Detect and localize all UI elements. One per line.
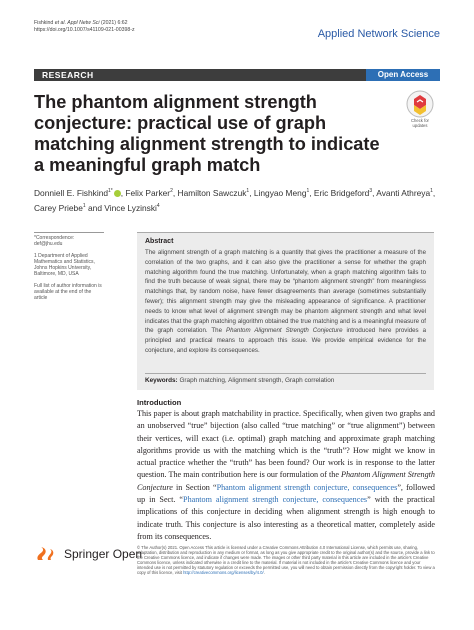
section-label: RESEARCH <box>42 70 94 80</box>
citation-line <box>34 20 135 34</box>
author-name[interactable]: , Lingyao Meng <box>249 187 307 198</box>
author-name[interactable]: , Eric Bridgeford <box>309 187 370 198</box>
keywords-divider <box>145 373 426 374</box>
author-name[interactable]: , Avanti Athreya <box>372 187 431 198</box>
orcid-icon[interactable] <box>114 190 121 197</box>
section-heading-introduction: Introduction <box>137 398 182 407</box>
citation-authors: Fishkind <box>34 20 55 26</box>
article-title: The phantom alignment strength conjecture: practical use of graph matching alignment strength to indicate a meaningful graph match <box>34 92 380 175</box>
author-list: Donniell E. Fishkind$^{1*}$ , Felix Parker$^2$, Hamilton Sawczuk$^1$, Lingyao Meng$^1$, Eric Bridgeford$^3$, Avanti Athreya$^1$, Carey Priebe$^1$ and Vince Lyzinski$^4$ <box>34 187 436 213</box>
springer-logo-icon <box>34 546 62 562</box>
license-footer: © The Author(s) 2021. Open Access This article is licensed under a Creative Commons Attribution 4.0 International License, which permits use, sharing, adaptation, distribution and reproduction in any medium or format, as long as you give appropriate credit to the original author(s) and the source, provide a link to the Creative Commons licence, and indicate if changes were made. The images or other third party material in this article are included in the article’s Creative Commons licence, unless indicated otherwise in a credit line to the material. If material is not included in the article’s Creative Commons licence and your intended use is not permitted by statutory regulation or exceeds the permitted use, you will need to obtain permission directly from the copyright holder. To view a copy of this licence, visit http://creativecommons.org/licenses/by/4.0/. <box>137 545 435 576</box>
abstract-heading: Abstract <box>145 238 174 245</box>
open-access-badge: Open Access <box>366 69 440 81</box>
license-link[interactable]: http://creativecommons.org/licenses/by/4.0/ <box>183 570 264 576</box>
section-link[interactable]: Phantom alignment strength conjecture, consequences <box>183 495 368 505</box>
crossmark-icon[interactable] <box>405 89 435 119</box>
correspondence-note: *Correspondence: def@jhu.edu <box>34 235 75 248</box>
author-name[interactable]: Carey Priebe <box>34 202 83 213</box>
author-name[interactable]: Donniell E. Fishkind <box>34 187 109 198</box>
section-band <box>34 69 440 81</box>
author-name[interactable]: , Felix Parker <box>120 187 171 198</box>
citation-journal: et al. Appl Netw Sci <box>54 20 100 26</box>
author-info-note: Full list of author information is available at the end of the article <box>34 282 102 302</box>
introduction-text: This paper is about graph matchability in practice. Specifically, when given two graphs and an unobserved “true” bijection (also called “true matching” or “true alignment”) between their vertices, will exact (i.e. optimal) graph matching and approximate graph matching algorithms provide us with the matching which is the “truth”? How might we know in actual practice whether the “truth” has been found? Our work is in response to the latter question. The main contribution here is our formulation of the Phantom Alignment Strength Conjecture in Section “Phantom alignment strength conjecture, consequences”, followed up in Sect. “Phantom alignment strength conjecture, consequences” with the practical implications of this conjecture in deciding when alignment strength is high enough to indicate truth. This conjecture is also interesting as a theoretical matter, completely aside from its consequences. <box>137 409 435 541</box>
publisher-name: Springer Open <box>64 547 143 561</box>
keywords: Keywords: Graph matching, Alignment strength, Graph correlation <box>145 377 335 384</box>
author-name[interactable]: and Vince Lyzinski <box>85 202 157 213</box>
abstract-box <box>137 232 434 390</box>
doi-link[interactable]: https://doi.org/10.1007/s41109-021-00398-z <box>34 27 135 33</box>
citation-year: (2021) 6:62 <box>101 20 128 26</box>
author-name[interactable]: , Hamilton Sawczuk <box>172 187 247 198</box>
section-link[interactable]: Phantom alignment strength conjecture, consequences <box>216 482 398 492</box>
affiliation-note: 1 Department of Applied Mathematics and Statistics, Johns Hopkins University, Baltimore, MD, USA <box>34 252 95 278</box>
sidebar-divider <box>34 232 104 233</box>
journal-name[interactable]: Applied Network Science <box>317 28 440 40</box>
crossmark-label: Check for updates <box>411 118 429 128</box>
abstract-text: The alignment strength of a graph matching is a quantity that gives the practitioner a measure of the correlation of the two graphs, and it can also give the practitioner a sense for whether the graph matching algorithm found the true matching. Unfortunately, when a graph matching algorithm fails to find the truth because of weak signal, there may be “phantom alignment strength” from meaningless matchings that, by random noise, have fewer disagreements than average (sometimes substantially fewer); this alignment strength may give the misleading appearance of significance. A practitioner needs to know what level of alignment strength may be phantom alignment strength and what level indicates that the graph matching algorithm obtained the true matching and is a meaningful measure of the graph correlation. The Phantom Alignment Strength Conjecture introduced here provides a principled and practical means to approach this issue. We provide empirical evidence for the conjecture, and explore its consequences. <box>145 249 426 354</box>
affiliation-sidebar <box>34 232 104 307</box>
